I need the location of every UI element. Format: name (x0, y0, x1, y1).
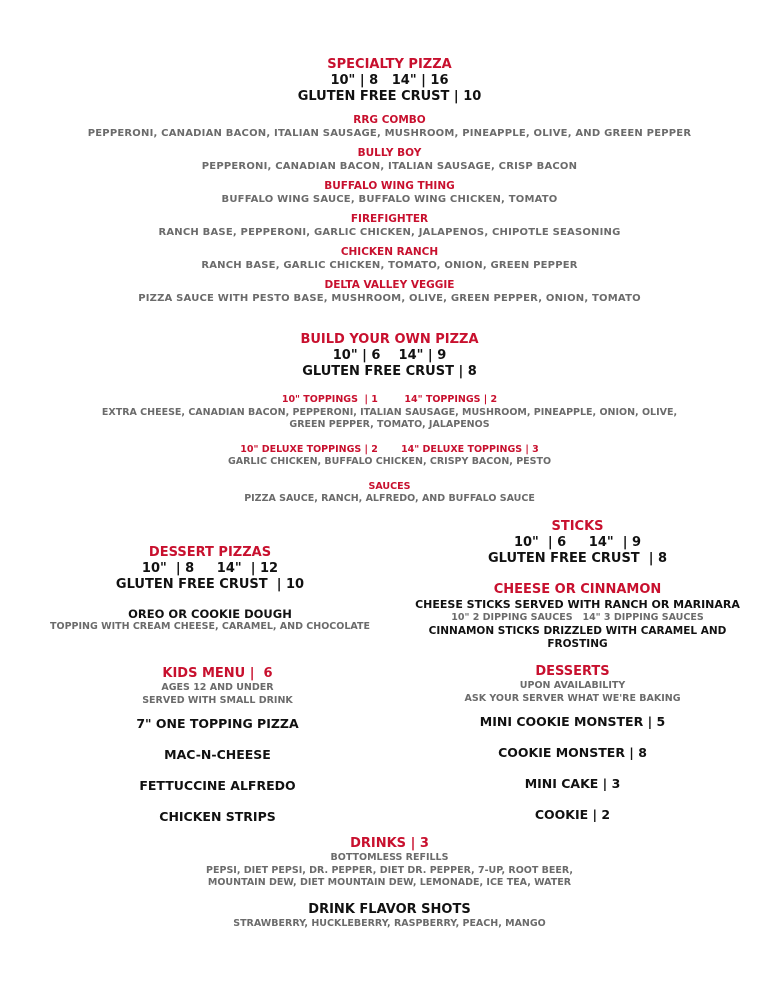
kids-menu-title: KIDS MENU | 6 (162, 666, 273, 681)
kids-menu-drink: SERVED WITH SMALL DRINK (142, 694, 293, 706)
drinks-list: MOUNTAIN DEW, DIET MOUNTAIN DEW, LEMONADE, ICE TEA, WATER (207, 877, 572, 888)
drinks-list: PEPSI, DIET PEPSI, DR. PEPPER, DIET DR. PEPPER, 7-UP, ROOT BEER, (206, 864, 573, 876)
specialty-item-name: FIREFIGHTER (350, 213, 429, 225)
build-price: 10" | 6 14" | 9 (332, 348, 447, 363)
cheese-cinnamon-title: CHEESE OR CINNAMON (493, 582, 662, 597)
drinks-refills: BOTTOMLESS REFILLS (330, 852, 449, 863)
dessert-item: MINI COOKIE MONSTER | 5 (479, 714, 666, 729)
specialty-item-name: DELTA VALLEY VEGGIE (324, 279, 455, 291)
specialty-item-desc: BUFFALO WING SAUCE, BUFFALO WING CHICKEN, TOMATO (221, 194, 558, 205)
build-gf-price: GLUTEN FREE CRUST | 8 (302, 364, 477, 379)
sticks-price: 10" | 6 14" | 9 (513, 535, 642, 550)
sauces-list: PIZZA SAUCE, RANCH, ALFREDO, AND BUFFALO SAUCE (244, 493, 535, 504)
specialty-price: 10" | 8 14" | 16 (330, 73, 449, 88)
flavor-shots-title: DRINK FLAVOR SHOTS (308, 901, 471, 917)
dessert-pizzas-section (0, 545, 420, 634)
desserts-section (400, 664, 745, 823)
specialty-item-desc: PEPPERONI, CANADIAN BACON, ITALIAN SAUSAGE, MUSHROOM, PINEAPPLE, OLIVE, AND GREEN PEPPER (87, 128, 692, 139)
build-title: BUILD YOUR OWN PIZZA (300, 332, 479, 347)
dessert-pizzas-title: DESSERT PIZZAS (148, 545, 272, 560)
specialty-item-name: BUFFALO WING THING (324, 180, 455, 192)
sauces-heading: SAUCES (368, 480, 411, 492)
desserts-availability: UPON AVAILABILITY (519, 680, 626, 691)
desserts-ask-server: ASK YOUR SERVER WHAT WE'RE BAKING (464, 692, 681, 704)
cinnamon-sticks-desc: CINNAMON STICKS DRIZZLED WITH CARAMEL AND FROSTING (428, 624, 727, 650)
sticks-section (400, 519, 755, 651)
kids-menu-item: CHICKEN STRIPS (159, 809, 276, 824)
specialty-item-desc: PIZZA SAUCE WITH PESTO BASE, MUSHROOM, OLIVE, GREEN PEPPER, ONION, TOMATO (138, 293, 641, 304)
sticks-gf-price: GLUTEN FREE CRUST | 8 (487, 551, 668, 566)
specialty-item-desc: RANCH BASE, PEPPERONI, GARLIC CHICKEN, JALAPENOS, CHIPOTLE SEASONING (158, 227, 621, 238)
kids-menu-item: 7" ONE TOPPING PIZZA (136, 716, 299, 731)
specialty-item-name: RRG COMBO (353, 114, 426, 126)
kids-menu-item: FETTUCCINE ALFREDO (139, 778, 296, 793)
dipping-sauces: 10" 2 DIPPING SAUCES 14" 3 DIPPING SAUCES (451, 612, 704, 623)
specialty-pizza-section (0, 57, 779, 306)
dessert-item: MINI CAKE | 3 (524, 776, 621, 791)
toppings-heading: 10" TOPPINGS | 1 14" TOPPINGS | 2 (281, 394, 498, 405)
dessert-pizzas-gf-price: GLUTEN FREE CRUST | 10 (115, 577, 305, 592)
drinks-section (0, 836, 779, 930)
cheese-sticks-desc: CHEESE STICKS SERVED WITH RANCH OR MARINARA (415, 598, 740, 611)
build-your-own-section (0, 332, 779, 506)
specialty-item-desc: RANCH BASE, GARLIC CHICKEN, TOMATO, ONION, GREEN PEPPER (201, 260, 578, 271)
specialty-title: SPECIALTY PIZZA (327, 57, 452, 72)
dessert-item: COOKIE MONSTER | 8 (498, 745, 647, 760)
specialty-item-name: CHICKEN RANCH (340, 246, 439, 258)
kids-menu-item: MAC-N-CHEESE (164, 747, 271, 762)
dessert-item: COOKIE | 2 (534, 807, 611, 822)
sticks-title: STICKS (551, 519, 604, 534)
specialty-item-name: BULLY BOY (357, 147, 422, 159)
flavor-shots-list: STRAWBERRY, HUCKLEBERRY, RASPBERRY, PEACH, MANGO (233, 917, 546, 929)
deluxe-toppings-list: GARLIC CHICKEN, BUFFALO CHICKEN, CRISPY BACON, PESTO (227, 456, 552, 467)
kids-menu-section (0, 666, 435, 825)
dessert-pizza-desc: TOPPING WITH CREAM CHEESE, CARAMEL, AND CHOCOLATE (50, 621, 370, 632)
dessert-pizza-item: OREO OR COOKIE DOUGH (128, 607, 292, 621)
specialty-gf-price: GLUTEN FREE CRUST | 10 (297, 89, 482, 104)
deluxe-toppings-heading: 10" DELUXE TOPPINGS | 2 14" DELUXE TOPPINGS | 3 (240, 443, 539, 455)
desserts-title: DESSERTS (535, 664, 610, 679)
drinks-title: DRINKS | 3 (350, 836, 429, 851)
specialty-item-desc: PEPPERONI, CANADIAN BACON, ITALIAN SAUSAGE, CRISP BACON (201, 161, 578, 172)
dessert-pizzas-price: 10" | 8 14" | 12 (141, 561, 279, 576)
toppings-list: GREEN PEPPER, TOMATO, JALAPENOS (289, 419, 490, 430)
toppings-list: EXTRA CHEESE, CANADIAN BACON, PEPPERONI, ITALIAN SAUSAGE, MUSHROOM, PINEAPPLE, ONION, OLIVE, (101, 406, 678, 418)
kids-menu-age: AGES 12 AND UNDER (161, 682, 274, 693)
